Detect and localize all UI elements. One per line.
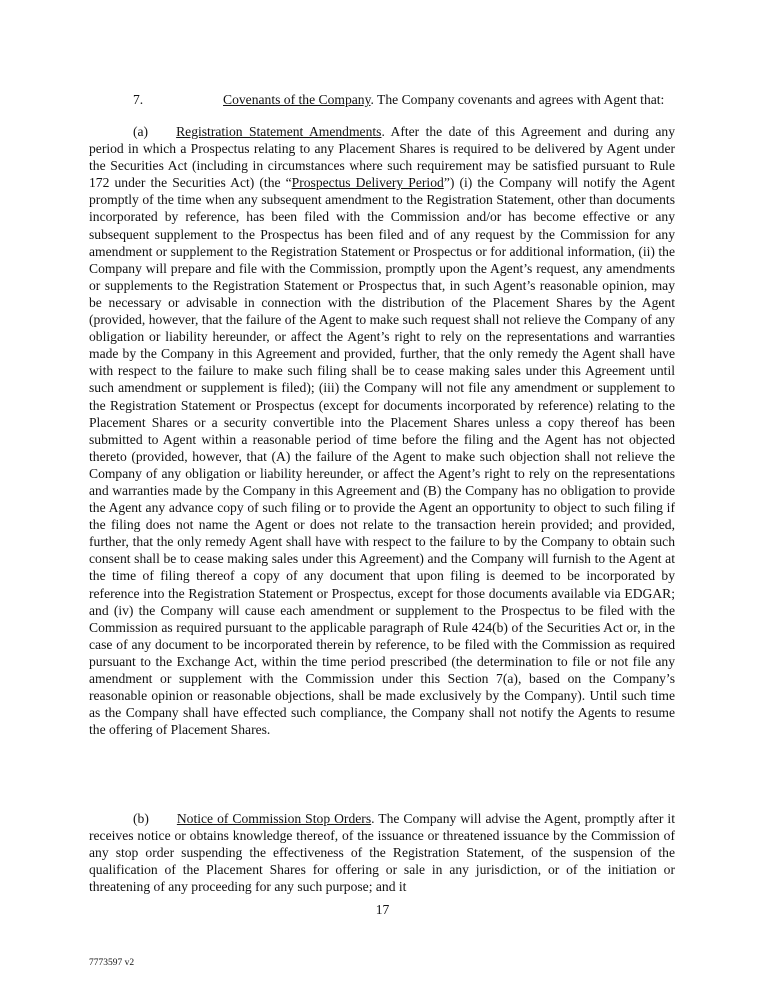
- paragraph-b: [89, 810, 675, 895]
- paragraph-b-heading: Notice of Commission Stop Orders: [176, 811, 372, 826]
- section-title: Covenants of the Company: [223, 92, 371, 107]
- paragraph-a: [89, 123, 675, 738]
- paragraph-b-label: (b): [133, 811, 149, 826]
- paragraph-a-text-1: . After the date of this Agreement and during any period in which a Prospectus relating to any Placement Shares is required to be delivered by Agent under the Securities Act (including in circumstances where such requirement may be satisfied pursuant to Rule 172 under the Securities Act) (the “: [89, 124, 675, 191]
- paragraph-a-heading: Registration Statement Amendments: [176, 124, 382, 139]
- page-number: 17: [375, 902, 390, 917]
- section-number: 7.: [133, 92, 144, 107]
- paragraph-a-label: (a): [133, 124, 149, 139]
- document-id: 7773597 v2: [89, 958, 135, 968]
- paragraph-b-text: . The Company will advise the Agent, promptly after it receives notice or obtains knowledge thereof, of the issuance or threatened issuance by the Commission of any stop order suspending the effectiveness of the Registration Statement, of the suspension of the qualification of the Placement Shares for offering or sale in any jurisdiction, or of the initiation or threatening of any proceeding for any such purpose; and it: [89, 811, 675, 895]
- defined-term: Prospectus Delivery Period: [291, 175, 444, 191]
- section-intro: . The Company covenants and agrees with Agent that:: [370, 92, 665, 107]
- section-7-heading: [89, 91, 675, 108]
- paragraph-a-text-2: ”) (i) the Company will notify the Agent promptly of the time when any subsequent amendment to the Registration Statement, other than documents incorporated by reference, has been filed with the Commission and/or has become effective or any subsequent supplement to the Prospectus has been filed and of any request by the Commission for any amendment or supplement to the Registration Statement or Prospectus or for additional information, (ii) the Company will prepare and file with the Commission, promptly upon the Agent’s request, any amendments or supplements to the Registration Statement or Prospectus that, in such Agent’s reasonable opinion, may be necessary or advisable in connection with the distribution of the Placement Shares by the Agent (provided, however, that the failure of the Agent to make such request shall not relieve the Company of any obligation or liability hereunder, or affect the Agent’s right to rely on the representations and warranties made by the Company in this Agreement and provided, further, that the only remedy the Agent shall have with respect to the failure to make such filing shall be to cease making sales under this Agreement until such amendment or supplement is filed); (iii) the Company will not file any amendment or supplement to the Registration Statement or Prospectus (except for documents incorporated by reference) relating to the Placement Shares or a security convertible into the Placement Shares unless a copy thereof has been submitted to Agent within a reasonable period of time before the filing and the Agent has not objected thereto (provided, however, that (A) the failure of the Agent to make such objection shall not relieve the Company of any obligation or liability hereunder, or affect the Agent’s right to rely on the representations and warranties made by the Company in this Agreement and (B) the Company has no obligation to provide the Agent any advance copy of such filing or to provide the Agent an opportunity to object to such filing if the filing does not name the Agent or does not relate to the transaction herein provided; and provided, further, that the only remedy Agent shall have with respect to the failure to by the Company to obtain such consent shall be to cease making sales under this Agreement) and the Company will furnish to the Agent at the time of filing thereof a copy of any document that upon filing is deemed to be incorporated by reference into the Registration Statement or Prospectus, except for those documents available via EDGAR; and (iv) the Company will cause each amendment or supplement to the Prospectus to be filed with the Commission as required pursuant to the applicable paragraph of Rule 424(b) of the Securities Act or, in the case of any document to be incorporated therein by reference, to be filed with the Commission as required pursuant to the Exchange Act, within the time period prescribed (the determination to file or not file any amendment or supplement with the Commission under this Section 7(a), based on the Company’s reasonable opinion or reasonable objections, shall be made exclusively by the Company). Until such time as the Company shall have effected such compliance, the Company shall not notify the Agents to resume the offering of Placement Shares.: [89, 175, 675, 738]
